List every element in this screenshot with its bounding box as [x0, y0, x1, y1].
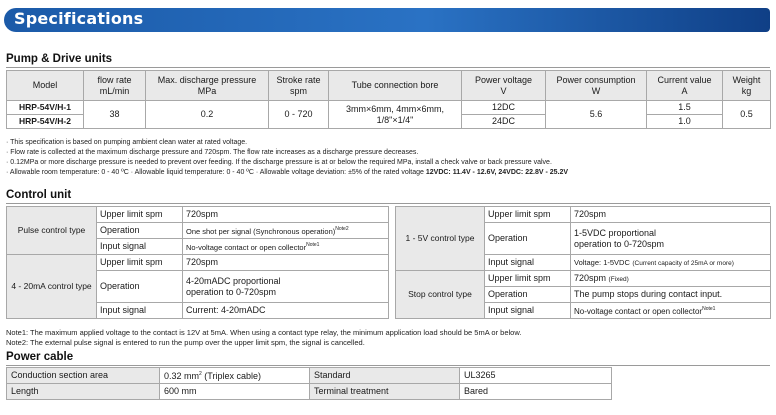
pump-section-rule	[6, 67, 770, 68]
pulse-operation-value: One shot per signal (Synchronous operation)$^{Note2}$	[183, 223, 389, 239]
note-line: · 0.12MPa or more discharge pressure is needed to prevent over feeding. If the discharge pressure is at or below the required MPa, install a check valve or back pressure valve.	[6, 159, 552, 166]
header-stroke-rate: Stroke rate spm	[269, 71, 329, 101]
stop-upper-limit-label: Upper limit spm	[485, 271, 571, 287]
note-line: · Allowable room temperature: 0 - 40 ºC · Allowable liquid temperature: 0 - 40 ºC · Allowable voltage deviation: ±5% of the rated voltage 12VDC: 11.4V - 12.6V, 24VDC: 22.8V - 25.2V	[6, 169, 569, 176]
ma-operation-label: Operation	[97, 271, 183, 303]
header-current-value: Current value A	[647, 71, 723, 101]
stop-control-label: Stop control type	[396, 271, 485, 319]
section-area-label: Conduction section area	[7, 368, 160, 384]
standard-value: UL3265	[460, 368, 612, 384]
consumption-cell: 5.6	[546, 101, 647, 129]
v15-upper-limit-label: Upper limit spm	[485, 207, 571, 223]
pump-notes	[6, 138, 770, 178]
stroke-rate-cell: 0 - 720	[269, 101, 329, 129]
note-line: Note2: The external pulse signal is entered to run the pump over the upper limit spm, the signal is cancelled.	[6, 338, 365, 347]
note-line: Note1: The maximum applied voltage to the contact is 12V at 5mA. When using a contact type relay, the minimum application load should be 5mA or below.	[6, 328, 522, 337]
control-section-title: Control unit	[6, 189, 72, 201]
v15-input-label: Input signal	[485, 255, 571, 271]
table-row	[7, 368, 612, 384]
note-line: · This specification is based on pumping ambient clean water at rated voltage.	[6, 139, 248, 146]
header-model: Model	[7, 71, 84, 101]
standard-label: Standard	[310, 368, 460, 384]
length-label: Length	[7, 384, 160, 400]
header-power-consumption: Power consumption W	[546, 71, 647, 101]
tube-bore-cell: 3mm×6mm, 4mm×6mm, 1/8"×1/4"	[329, 101, 462, 129]
stop-upper-limit-value: 720spm (Fixed)	[571, 271, 771, 287]
model-cell: HRP-54V/H-2	[7, 115, 84, 129]
pulse-upper-limit-value: 720spm	[183, 207, 389, 223]
note-line: · Flow rate is collected at the maximum discharge pressure and 720spm. The flow rate increases as a discharge pressure decreases.	[6, 149, 419, 156]
table-row	[7, 207, 771, 223]
terminal-label: Terminal treatment	[310, 384, 460, 400]
ma-control-label: 4 - 20mA control type	[7, 255, 97, 319]
pump-header-row	[7, 71, 771, 101]
weight-cell: 0.5	[723, 101, 771, 129]
power-cable-table	[6, 367, 612, 400]
header-flow-rate: flow rate mL/min	[84, 71, 146, 101]
ma-operation-value: 4-20mADC proportional operation to 0-720spm	[183, 271, 389, 303]
pulse-input-label: Input signal	[97, 239, 183, 255]
current-cell: 1.5	[647, 101, 723, 115]
table-row	[7, 101, 771, 115]
ma-upper-limit-label: Upper limit spm	[97, 255, 183, 271]
specifications-banner	[4, 8, 770, 32]
pulse-operation-label: Operation	[97, 223, 183, 239]
flow-rate-cell: 38	[84, 101, 146, 129]
control-unit-table	[6, 206, 771, 319]
terminal-value: Bared	[460, 384, 612, 400]
header-power-voltage: Power voltage V	[462, 71, 546, 101]
v15-upper-limit-value: 720spm	[571, 207, 771, 223]
v15-input-value: Voltage: 1-5VDC (Current capacity of 25mA or more)	[571, 255, 771, 271]
stop-operation-value: The pump stops during contact input.	[571, 287, 771, 303]
v15-operation-label: Operation	[485, 223, 571, 255]
section-area-value: 0.32 $mm^2$ (Triplex cable)	[160, 368, 310, 384]
control-section-rule	[6, 203, 770, 204]
pulse-upper-limit-label: Upper limit spm	[97, 207, 183, 223]
power-section-title: Power cable	[6, 351, 74, 363]
pump-spec-table	[6, 70, 771, 129]
control-notes	[6, 328, 770, 348]
model-cell: HRP-54V/H-1	[7, 101, 84, 115]
page-title: Specifications	[14, 9, 144, 28]
stop-input-label: Input signal	[485, 303, 571, 319]
column-gap	[389, 207, 396, 319]
ma-upper-limit-value: 720spm	[183, 255, 389, 271]
header-pressure: Max. discharge pressure MPa	[146, 71, 269, 101]
table-row	[7, 384, 612, 400]
header-tube-bore: Tube connection bore	[329, 71, 462, 101]
v15-operation-value: 1-5VDC proportional operation to 0-720spm	[571, 223, 771, 255]
pulse-control-label: Pulse control type	[7, 207, 97, 255]
voltage-cell: 24DC	[462, 115, 546, 129]
pump-section-title: Pump & Drive units	[6, 53, 113, 65]
length-value: 600 mm	[160, 384, 310, 400]
header-weight: Weight kg	[723, 71, 771, 101]
stop-input-value: No-voltage contact or open collector$^{Note1}$	[571, 303, 771, 319]
current-cell: 1.0	[647, 115, 723, 129]
pulse-input-value: No-voltage contact or open collector$^{Note1}$	[183, 239, 389, 255]
v15-control-label: 1 - 5V control type	[396, 207, 485, 271]
power-section-rule	[6, 365, 770, 366]
voltage-cell: 12DC	[462, 101, 546, 115]
pressure-cell: 0.2	[146, 101, 269, 129]
ma-input-value: Current: 4-20mADC	[183, 303, 389, 319]
stop-operation-label: Operation	[485, 287, 571, 303]
ma-input-label: Input signal	[97, 303, 183, 319]
